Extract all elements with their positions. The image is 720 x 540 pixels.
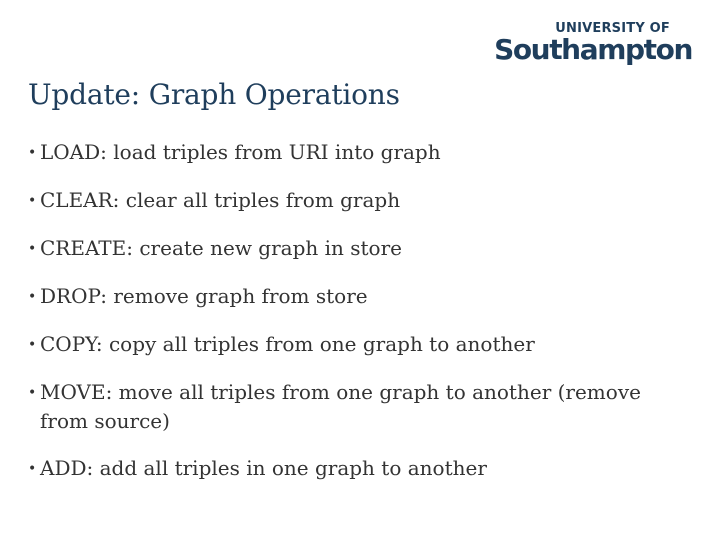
logo-southampton: Southampton (494, 33, 692, 66)
bullet-marker: • (28, 145, 37, 161)
bullet-item-move (28, 378, 688, 435)
bullet-item-load (28, 138, 688, 167)
slide-title: Update: Graph Operations (28, 78, 400, 111)
bullet-marker: • (28, 385, 37, 401)
bullet-list (28, 138, 688, 502)
bullet-marker: • (28, 461, 37, 477)
bullet-item-create (28, 234, 688, 263)
bullet-item-drop (28, 282, 688, 311)
bullet-item-copy (28, 330, 688, 359)
bullet-text: ADD: add all triples in one graph to another (40, 456, 487, 480)
bullet-item-add (28, 454, 688, 483)
bullet-text: DROP: remove graph from store (40, 284, 368, 308)
bullet-marker: • (28, 337, 37, 353)
university-logo (494, 22, 692, 65)
bullet-text: LOAD: load triples from URI into graph (40, 140, 441, 164)
bullet-marker: • (28, 241, 37, 257)
bullet-text: CLEAR: clear all triples from graph (40, 188, 401, 212)
bullet-text: MOVE: move all triples from one graph to another (remove from source) (40, 380, 641, 433)
logo-university-of: UNIVERSITY OF (555, 21, 670, 36)
bullet-item-clear (28, 186, 688, 215)
bullet-text: COPY: copy all triples from one graph to another (40, 332, 535, 356)
bullet-marker: • (28, 193, 37, 209)
bullet-marker: • (28, 289, 37, 305)
bullet-text: CREATE: create new graph in store (40, 236, 402, 260)
